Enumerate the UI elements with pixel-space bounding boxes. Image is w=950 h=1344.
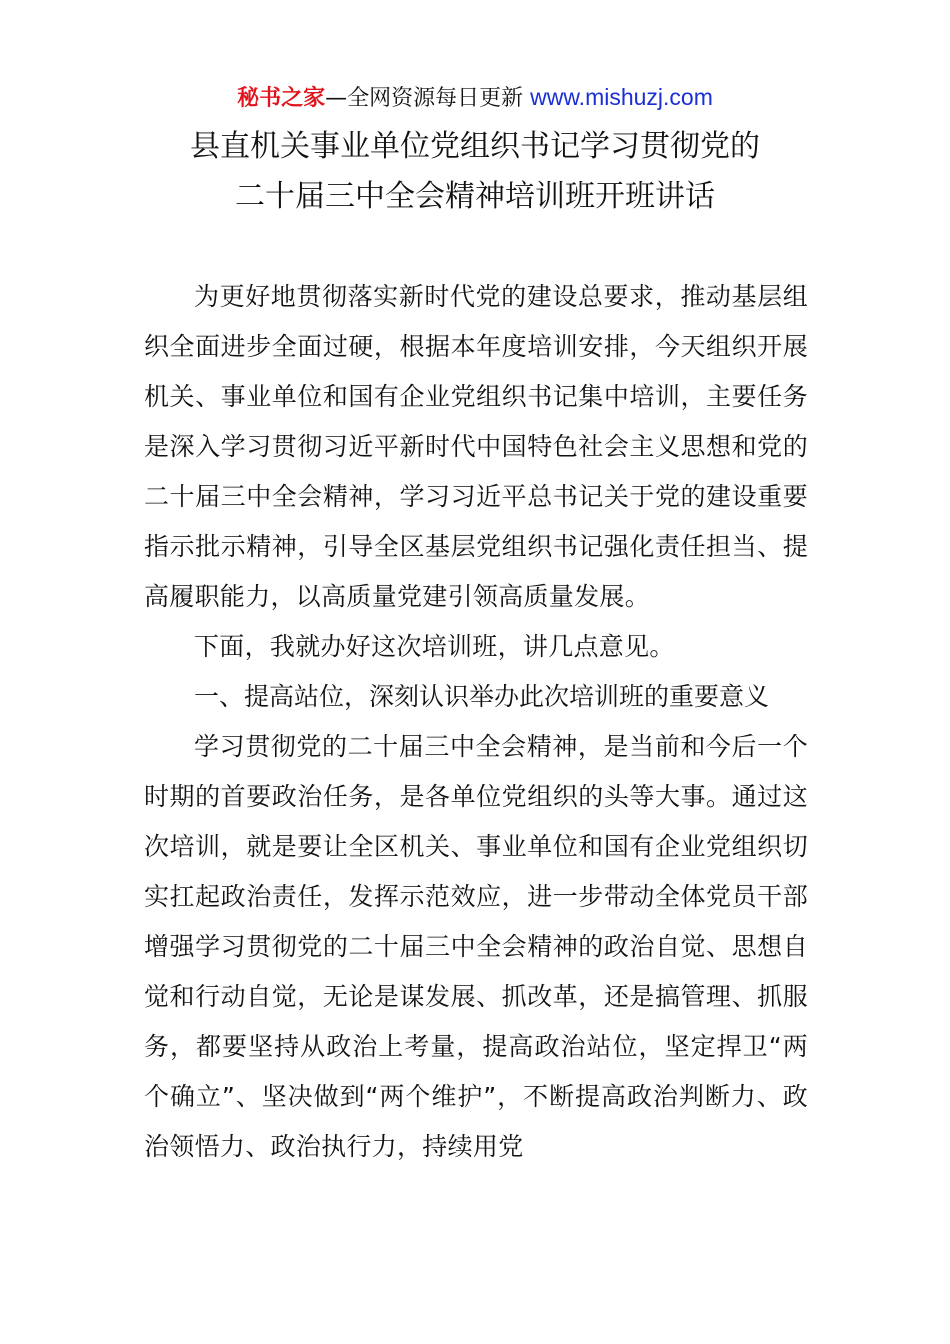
- section-heading-1: 一、提高站位，深刻认识举办此次培训班的重要意义: [194, 682, 770, 711]
- document-title: [0, 122, 950, 222]
- paragraph-intro: 为更好地贯彻落实新时代党的建设总要求，推动基层组织全面进步全面过硬，根据本年度培训安排，今天组织开展机关、事业单位和国有企业党组织书记集中培训，主要任务是深入学习贯彻习近平新时代中国特色社会主义思想和党的二十届三中全会精神，学习习近平总书记关于党的建设重要指示批示精神，引导全区基层党组织书记强化责任担当、提高履职能力，以高质量党建引领高质量发展。: [144, 282, 808, 611]
- site-header: [0, 82, 950, 114]
- title-line-1: 县直机关事业单位党组织书记学习贯彻党的: [190, 129, 760, 164]
- site-url: www.mishuzj.com: [530, 84, 713, 110]
- paragraph-section-1: 学习贯彻党的二十届三中全会精神，是当前和今后一个时期的首要政治任务，是各单位党组织的头等大事。通过这次培训，就是要让全区机关、事业单位和国有企业党组织切实扛起政治责任，发挥示范效应，进一步带动全体党员干部增强学习贯彻党的二十届三中全会精神的政治自觉、思想自觉和行动自觉，无论是谋发展、抓改革，还是搞管理、抓服务，都要坚持从政治上考量，提高政治站位，坚定捍卫“两个确立”、坚决做到“两个维护”，不断提高政治判断力、政治领悟力、政治执行力，持续用党: [144, 732, 808, 1161]
- brand-name: 秘书之家: [237, 86, 326, 111]
- paragraph-transition: 下面，我就办好这次培训班，讲几点意见。: [194, 632, 675, 661]
- title-line-2: 二十届三中全会精神培训班开班讲话: [235, 179, 715, 214]
- header-tagline: —全网资源每日更新: [325, 86, 524, 111]
- document-body: [144, 272, 808, 1172]
